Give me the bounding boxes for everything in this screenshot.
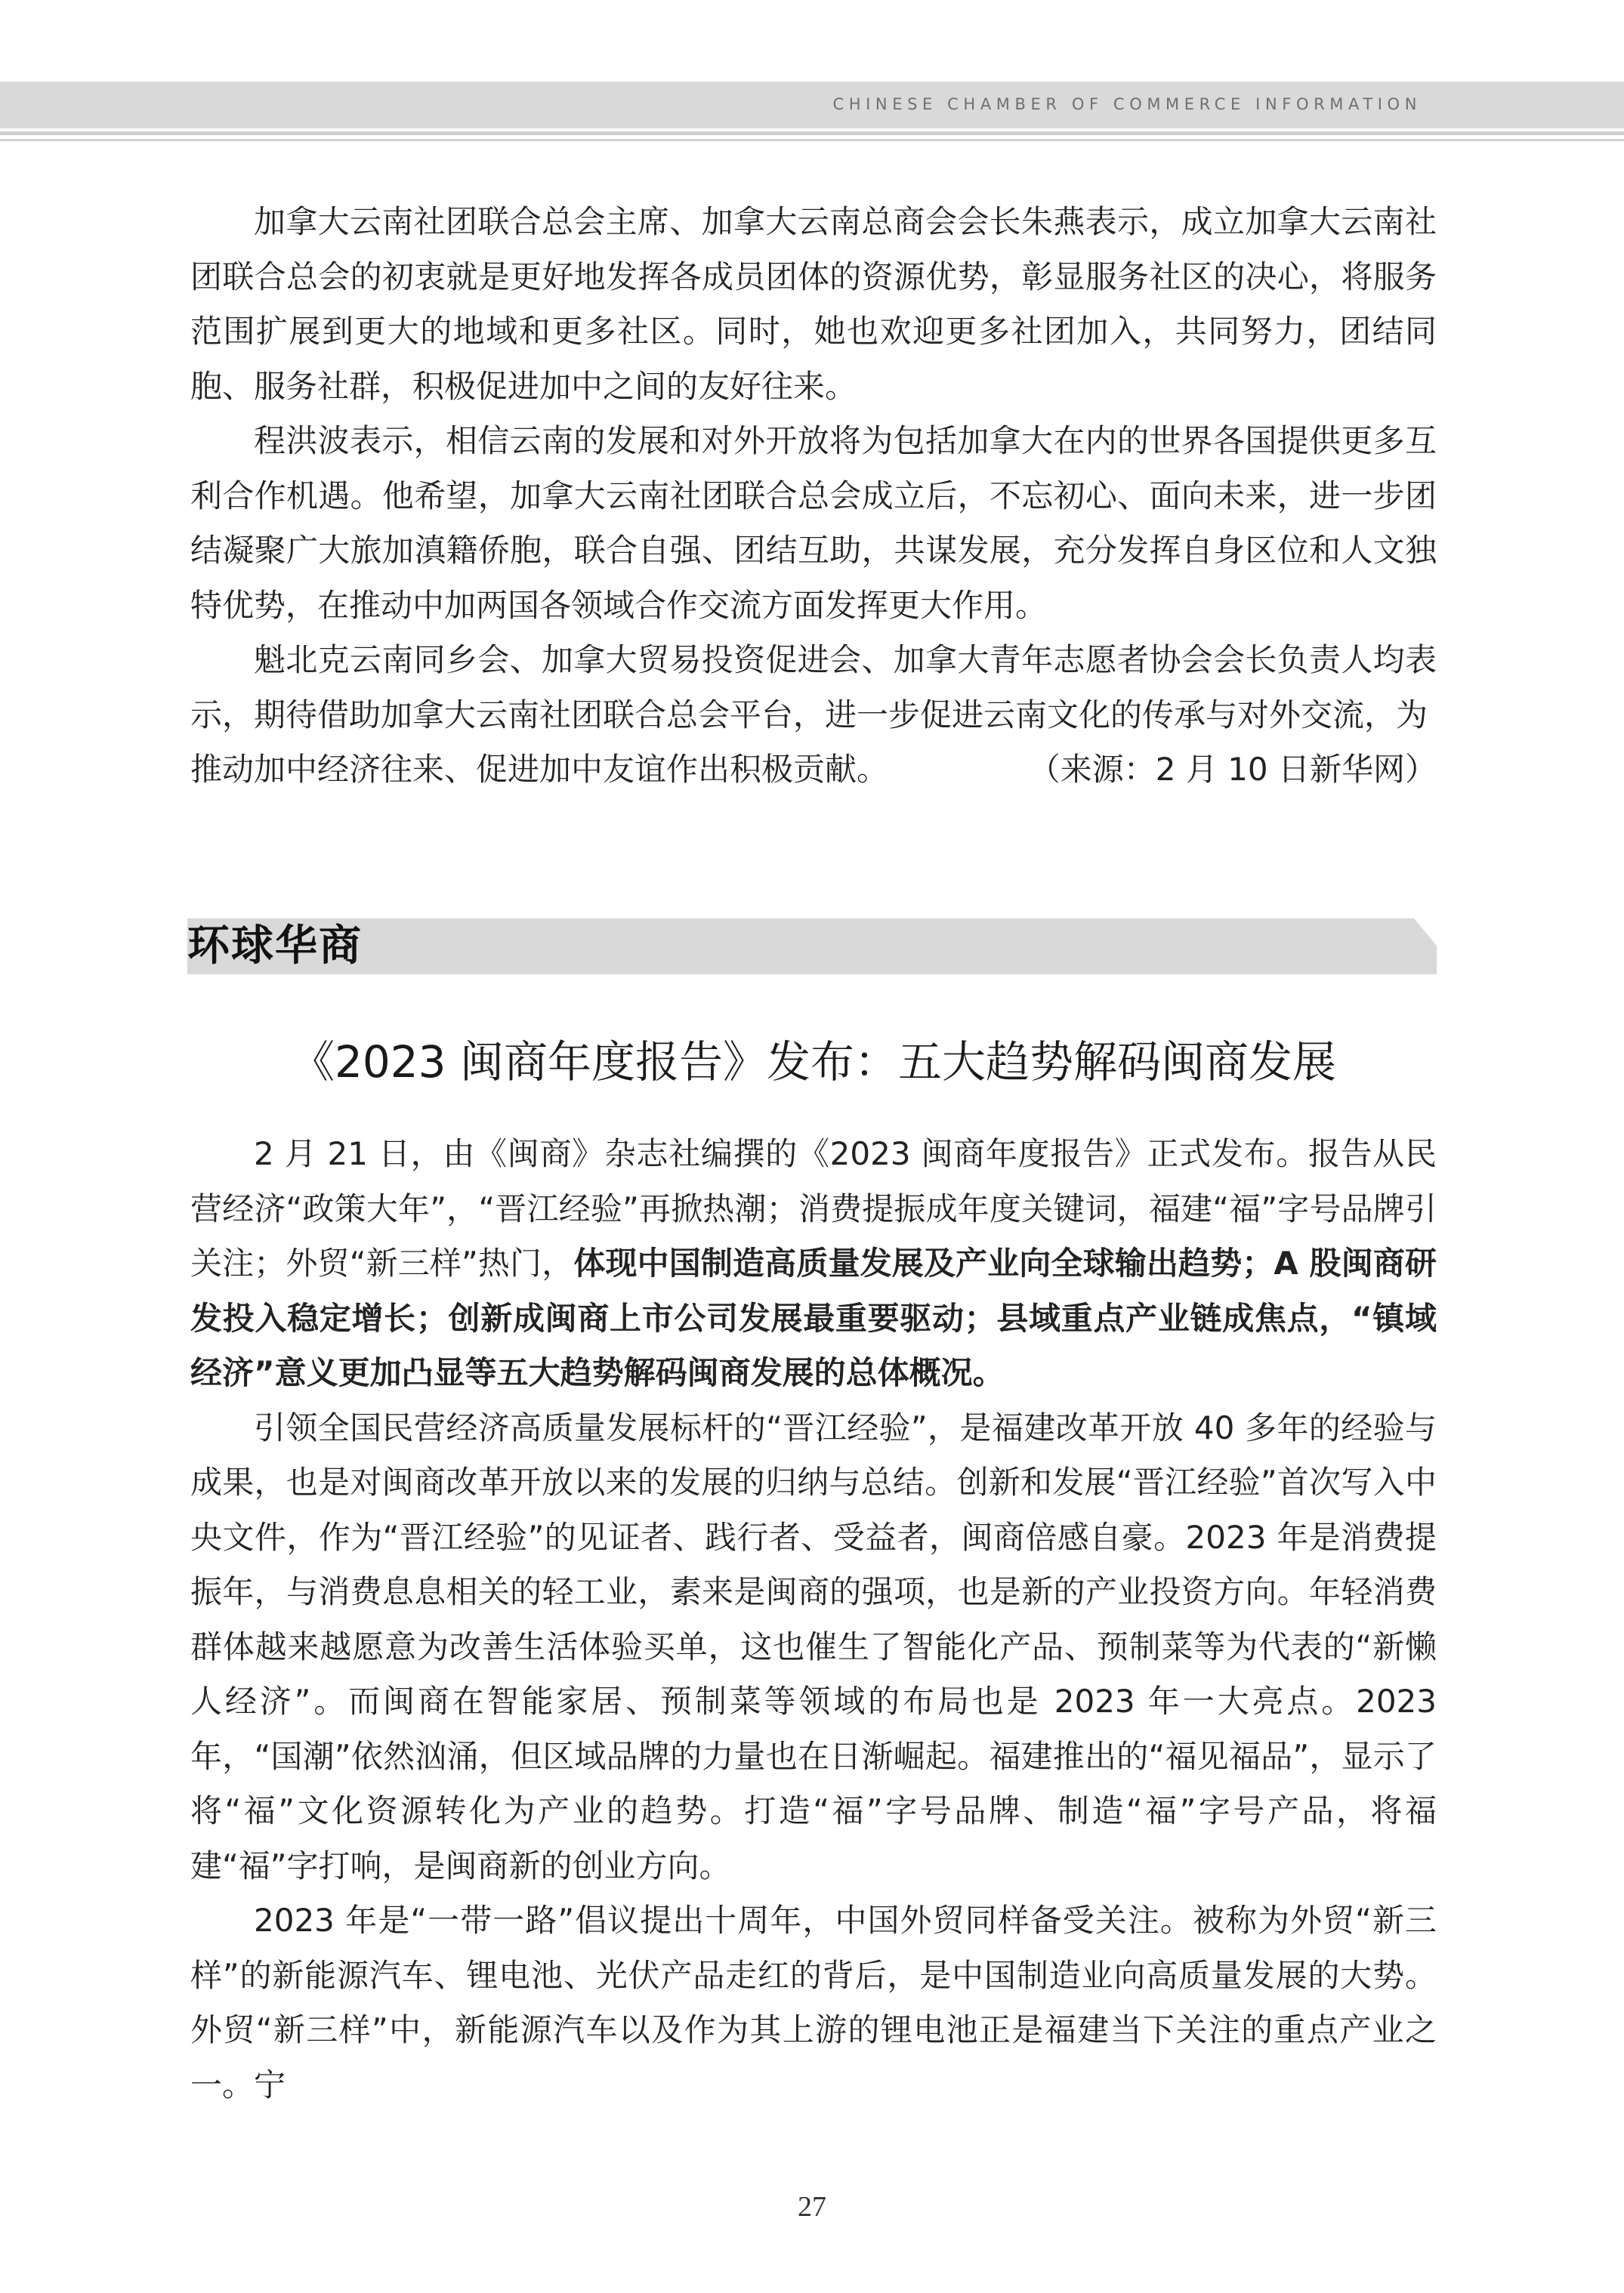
intro-bold-text: 体现中国制造高质量发展及产业向全球输出趋势；A 股闽商研发投入稳定增长；创新成闽商上市公司发展最重要驱动；县域重点产业链成焦点，“镇域经济”意义更加凸显等五大趋势解码闽商发展的总体概况。 [190,1245,1437,1391]
header-rule [0,131,1624,135]
running-header-title: CHINESE CHAMBER OF COMMERCE INFORMATION [832,95,1422,113]
section-title: 环球华商 [187,921,363,971]
top-paragraph-1: 加拿大云南社团联合总会主席、加拿大云南总商会会长朱燕表示，成立加拿大云南社团联合总会的初衷就是更好地发挥各成员团体的资源优势，彰显服务社区的决心，将服务范围扩展到更大的地域和更多社区。同时，她也欢迎更多社团加入，共同努力，团结同胞、服务社群，积极促进加中之间的友好往来。 [190,203,1437,405]
section-banner [187,918,1437,974]
article-title: 《2023 闽商年度报告》发布：五大趋势解码闽商发展 [290,1036,1337,1088]
page-number: 27 [798,2191,826,2223]
article-source: （来源：2 月 10 日新华网） [1028,751,1437,788]
closing-text: 推动加中经济往来、促进加中友谊作出积极贡献。 [190,751,889,788]
intro-paragraph [190,1127,1437,1401]
body-paragraph-2: 2023 年是“一带一路”倡议提出十周年，中国外贸同样备受关注。被称为外贸“新三样”的新能源汽车、锂电池、光伏产品走红的背后，是中国制造业向高质量发展的大势。外贸“新三样”中，新能源汽车以及作为其上游的锂电池正是福建当下关注的重点产业之一。宁 [190,1902,1437,2103]
closing-line [190,742,1437,798]
main-article-body [190,1127,1437,2112]
top-paragraph-2: 程洪波表示，相信云南的发展和对外开放将为包括加拿大在内的世界各国提供更多互利合作机遇。他希望，加拿大云南社团联合总会成立后，不忘初心、面向未来，进一步团结凝聚广大旅加滇籍侨胞，联合自强、团结互助，共谋发展，充分发挥自身区位和人文独特优势，在推动中加两国各领域合作交流方面发挥更大作用。 [190,422,1437,624]
header-rule-thin [0,139,1624,141]
top-article [190,195,1437,798]
top-paragraph-3: 魁北克云南同乡会、加拿大贸易投资促进会、加拿大青年志愿者协会会长负责人均表示，期待借助加拿大云南社团联合总会平台，进一步促进云南文化的传承与对外交流，为 [190,641,1437,733]
body-paragraph-1: 引领全国民营经济高质量发展标杆的“晋江经验”，是福建改革开放 40 多年的经验与成果，也是对闽商改革开放以来的发展的归纳与总结。创新和发展“晋江经验”首次写入中央文件，作为“晋江经验”的见证者、践行者、受益者，闽商倍感自豪。2023 年是消费提振年，与消费息息相关的轻工业，素来是闽商的强项，也是新的产业投资方向。年轻消费群体越来越愿意为改善生活体验买单，这也催生了智能化产品、预制菜等为代表的“新懒人经济”。而闽商在智能家居、预制菜等领域的布局也是 2023 年一大亮点。2023 年，“国潮”依然汹涌，但区域品牌的力量也在日渐崛起。福建推出的“福见福品”，显示了将“福”文化资源转化为产业的趋势。打造“福”字号品牌、制造“福”字号产品，将福建“福”字打响，是闽商新的创业方向。 [190,1409,1437,1884]
intro-plain-text: 2 月 21 日，由《闽商》杂志社编撰的《2023 闽商年度报告》正式发布。报告从民营经济“政策大年”，“晋江经验”再掀热潮；消费提振成年度关键词，福建“福”字号品牌引关注；外贸“新三样”热门， [190,1135,1437,1282]
